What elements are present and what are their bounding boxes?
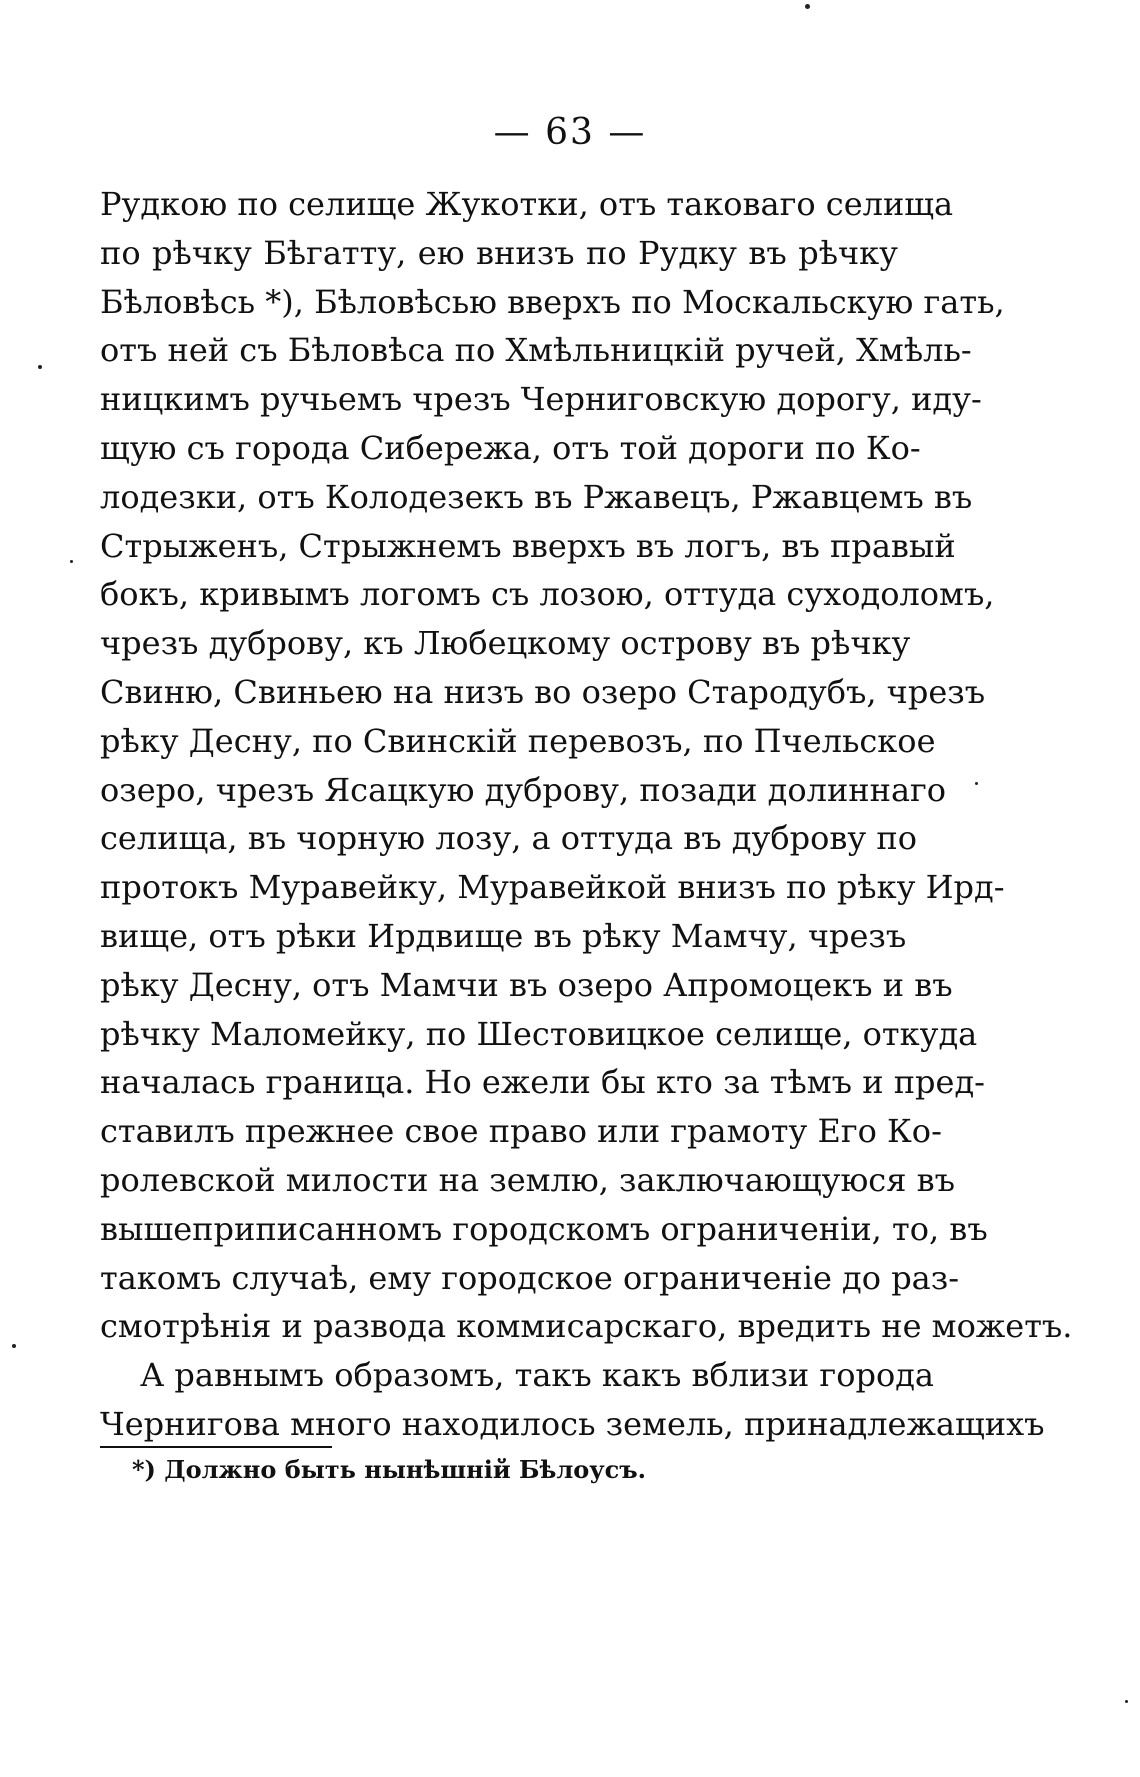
scan-speck: [12, 1344, 16, 1348]
text-line: вище, отъ рѣки Ирдвище въ рѣку Мамчу, чрезъ: [100, 916, 907, 955]
text-line: селища, въ чорную лозу, а оттуда въ дуброву по: [100, 819, 917, 858]
text-line: ницкимъ ручьемъ чрезъ Черниговскую дорогу, иду-: [100, 380, 982, 419]
text-line: озеро, чрезъ Ясацкую дуброву, позади долиннаго: [100, 770, 947, 809]
footnote: *) Должно быть нынѣшній Бѣлоусъ.: [132, 1455, 647, 1484]
text-line: рѣку Десну, по Свинскій перевозъ, по Пчельское: [100, 721, 936, 760]
text-line: Свиню, Свиньею на низъ во озеро Стародубъ, чрезъ: [100, 672, 986, 711]
text-line: отъ ней съ Бѣловѣса по Хмѣльницкій ручей, Хмѣль-: [100, 331, 972, 370]
text-line: рѣчку Маломейку, по Шестовицкое селище, откуда: [100, 1014, 978, 1053]
text-line: лодезки, отъ Колодезекъ въ Ржавецъ, Ржавцемъ въ: [100, 477, 973, 516]
scan-speck: [1125, 1700, 1128, 1703]
text-line: ставилъ прежнее свое право или грамоту Его Ко-: [100, 1112, 942, 1151]
text-line: Чернигова много находилось земель, принадлежащихъ: [100, 1404, 1045, 1443]
scan-speck: [38, 365, 42, 369]
text-line: Бѣловѣсь *), Бѣловѣсью вверхъ по Москальскую гать,: [100, 282, 1005, 321]
text-line: рѣку Десну, отъ Мамчи въ озеро Апромоцекъ и въ: [100, 965, 953, 1004]
text-line: началась граница. Но ежели бы кто за тѣмъ и пред-: [100, 1063, 985, 1102]
scan-speck: [975, 782, 978, 785]
text-line: протокъ Муравейку, Муравейкой внизъ по рѣку Ирд-: [100, 868, 1005, 907]
text-line: Стрыженъ, Стрыжнемъ вверхъ въ логъ, въ правый: [100, 526, 956, 565]
text-line: бокъ, кривымъ логомъ съ лозою, оттуда суходоломъ,: [100, 575, 995, 614]
text-line: Рудкою по селище Жукотки, отъ таковаго селища: [100, 185, 954, 223]
text-line: щую съ города Сибережа, отъ той дороги по Ко-: [100, 428, 921, 467]
footnote-rule: [100, 1446, 332, 1448]
text-line: чрезъ дуброву, къ Любецкому острову въ рѣчку: [100, 624, 911, 663]
text-line: вышеприписанномъ городскомъ ограниченіи, то, въ: [100, 1209, 988, 1248]
scan-speck: [70, 560, 73, 563]
text-line: ролевской милости на землю, заключающуюся въ: [100, 1160, 955, 1199]
paragraph-start-line: А равнымъ образомъ, такъ какъ вблизи города: [140, 1356, 934, 1395]
body-text: [100, 180, 1073, 1449]
text-line: по рѣчку Бѣгатту, ею внизъ по Рудку въ рѣчку: [100, 233, 898, 272]
text-line: смотрѣнія и развода коммисарскаго, вредить не можетъ.: [100, 1307, 1073, 1346]
scan-speck: [805, 4, 810, 9]
text-line: такомъ случаѣ, ему городское ограниченіе до раз-: [100, 1258, 960, 1297]
page-number: — 63 —: [493, 112, 647, 153]
